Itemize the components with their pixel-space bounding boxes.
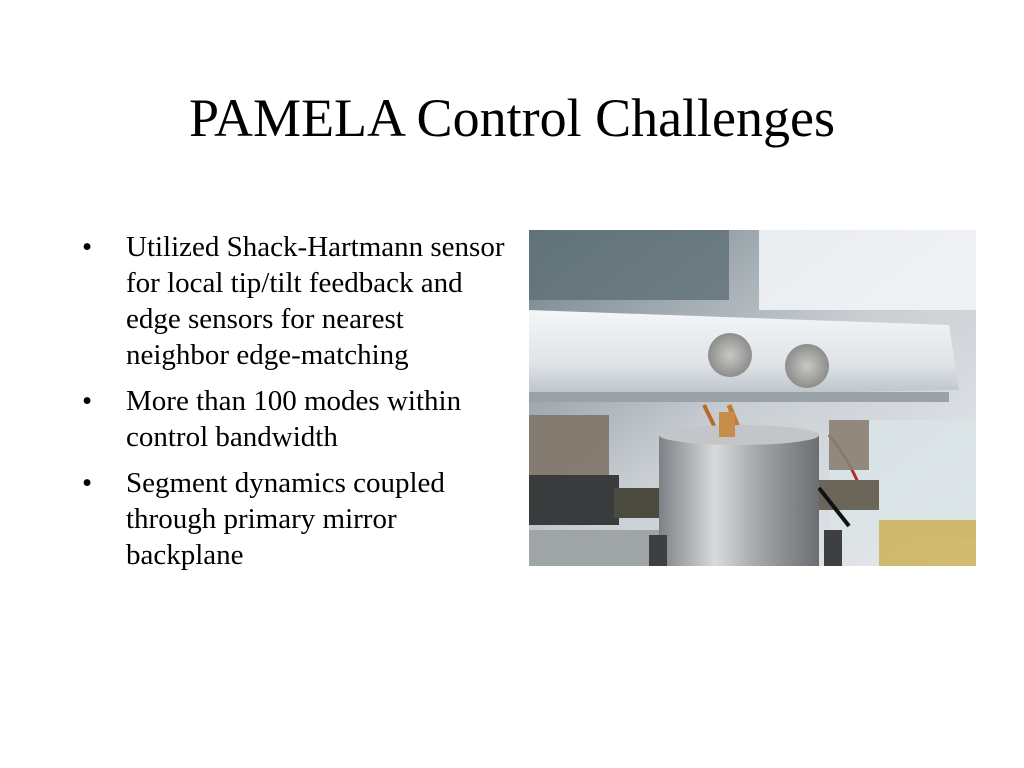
bullet-item [82,465,512,573]
bullet-dot: • [82,231,93,263]
hardware-photo [529,230,976,566]
slide-title: PAMELA Control Challenges [188,88,836,148]
bullet-text: Segment dynamics coupled through primary mirror backplane [126,467,445,571]
bullet-list [82,229,512,583]
bullet-item [82,383,512,455]
bullet-text: Utilized Shack-Hartmann sensor for local tip/tilt feedback and edge sensors for nearest neighbor edge-matching [126,231,505,371]
bullet-item [82,229,512,373]
bullet-dot: • [82,467,93,499]
hardware-photo-illustration [529,230,976,566]
bullet-dot: • [82,385,93,417]
bullet-text: More than 100 modes within control bandwidth [126,385,462,453]
